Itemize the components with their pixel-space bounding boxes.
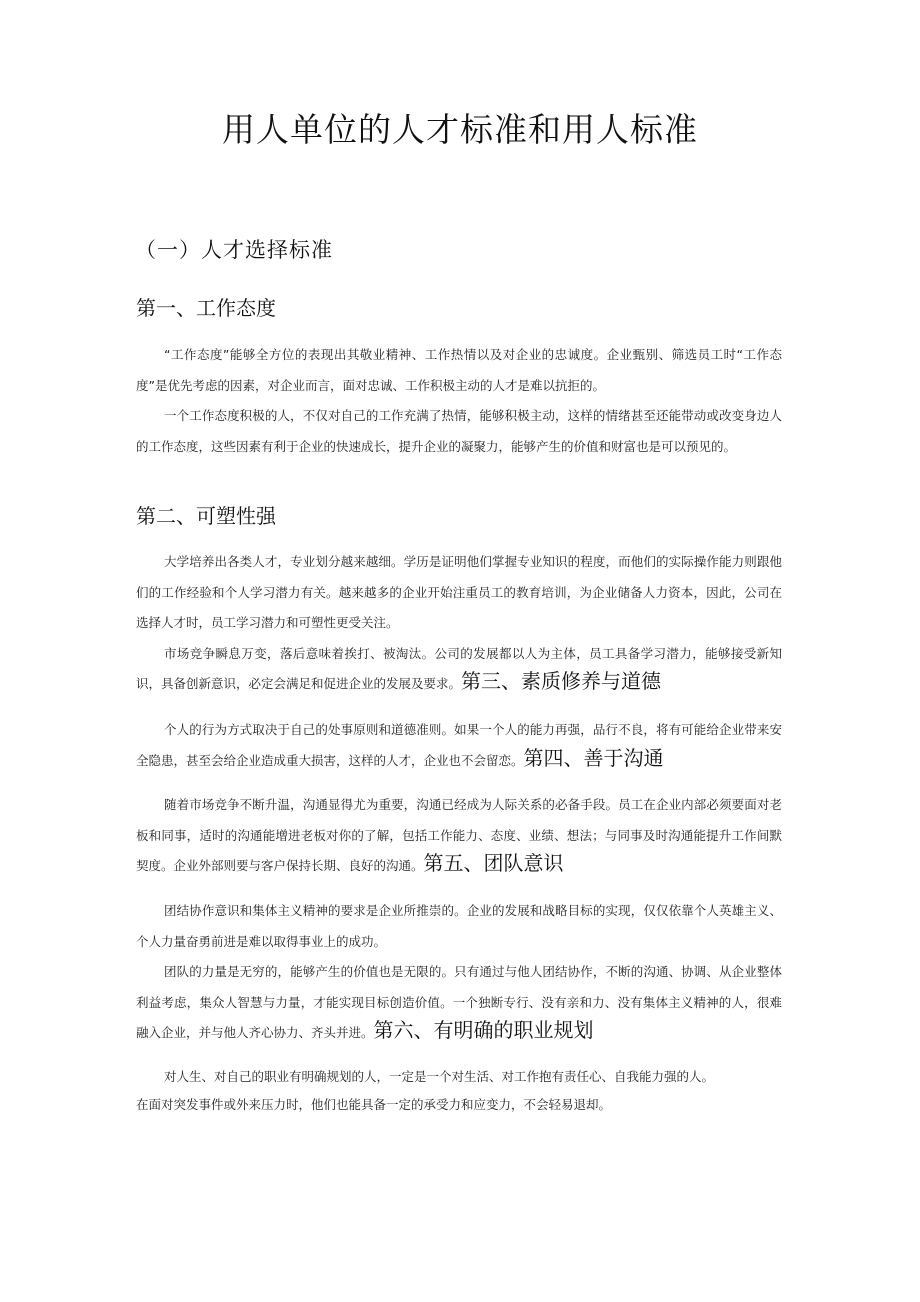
paragraph: [136, 790, 782, 882]
paragraph: [136, 715, 782, 776]
paragraph: [136, 957, 782, 1049]
paragraph-text: 团队的力量是无穷的，能够产生的价值也是无限的。只有通过与他人团结协作，不断的沟通、协调、从企业整体利益考虑，集众人智慧与力量，才能实现目标创造价值。一个独断专行、没有亲和力、没有集体主义精神的人，很难融入企业，并与他人齐心协力、齐头并进。: [136, 964, 782, 1040]
paragraph-text: 随着市场竞争不断升温，沟通显得尤为重要，沟通已经成为人际关系的必备手段。员工在企业内部必须要面对老板和同事，适时的沟通能增进老板对你的了解，包括工作能力、态度、业绩、想法；与同事及时沟通能提升工作间默契度。企业外部则要与客户保持长期、良好的沟通。: [136, 797, 782, 873]
heading-quality-morality: 第三、素质修养与道德: [461, 669, 662, 693]
paragraph-text: 市场竞争瞬息万变，落后意味着挨打、被淘汰。公司的发展都以人为主体，员工具备学习潜力，能够接受新知识，具备创新意识，必定会满足和促进企业的发展及要求。: [136, 645, 782, 691]
paragraph: 团结协作意识和集体主义精神的要求是企业所推崇的。企业的发展和战略目标的实现，仅仅依靠个人英雄主义、个人力量奋勇前进是难以取得事业上的成功。: [136, 903, 782, 949]
heading-career-plan: 第六、有明确的职业规划: [373, 1018, 594, 1042]
paragraph-group-1: [136, 340, 782, 462]
section-work-attitude: [136, 294, 782, 322]
paragraph: 在面对突发事件或外来压力时，他们也能具备一定的承受力和应变力，不会轻易退却。: [136, 1097, 612, 1112]
paragraph: 大学培养出各类人才，专业划分越来越细。学历是证明他们掌握专业知识的程度，而他们的实际操作能力则跟他们的工作经验和个人学习潜力有关。越来越多的企业开始注重员工的教育培训，为企业储备人力资本，因此，公司在选择人才时，员工学习潜力和可塑性更受关注。: [136, 554, 782, 630]
paragraph-group-4: [136, 790, 782, 882]
document-title: 用人单位的人才标准和用人标准: [222, 110, 698, 149]
paragraph: “工作态度”能够全方位的表现出其敬业精神、工作热情以及对企业的忠诚度。企业甄别、筛选员工时“工作态度”是优先考虑的因素，对企业而言，面对忠诚、工作积极主动的人才是难以抗拒的。: [136, 347, 782, 393]
paragraph: [136, 639, 782, 700]
paragraph: 对人生、对自己的职业有明确规划的人，一定是一个对生活、对工作抱有责任心、自我能力强的人。: [164, 1069, 715, 1084]
paragraph-group-6: [136, 1063, 782, 1119]
heading-plasticity: 第二、可塑性强: [136, 504, 276, 528]
paragraph-group-3: [136, 715, 782, 776]
section-heading: （一）人才选择标准: [135, 238, 333, 262]
heading-work-attitude: 第一、工作态度: [136, 296, 276, 320]
section-plasticity: [136, 502, 782, 530]
heading-teamwork: 第五、团队意识: [423, 851, 564, 875]
paragraph: 一个工作态度积极的人，不仅对自己的工作充满了热情，能够积极主动，这样的情绪甚至还能带动或改变身边人的工作态度，这些因素有利于企业的快速成长，提升企业的凝聚力，能够产生的价值和财富也是可以预见的。: [136, 408, 782, 454]
paragraph-text: 个人的行为方式取决于自己的处事原则和道德准则。如果一个人的能力再强，品行不良，将有可能给企业带来安全隐患，甚至会给企业造成重大损害，这样的人才，企业也不会留恋。: [136, 722, 782, 768]
paragraph-group-5: [136, 896, 782, 1049]
heading-communication: 第四、善于沟通: [523, 745, 664, 770]
paragraph-group-2: [136, 547, 782, 700]
